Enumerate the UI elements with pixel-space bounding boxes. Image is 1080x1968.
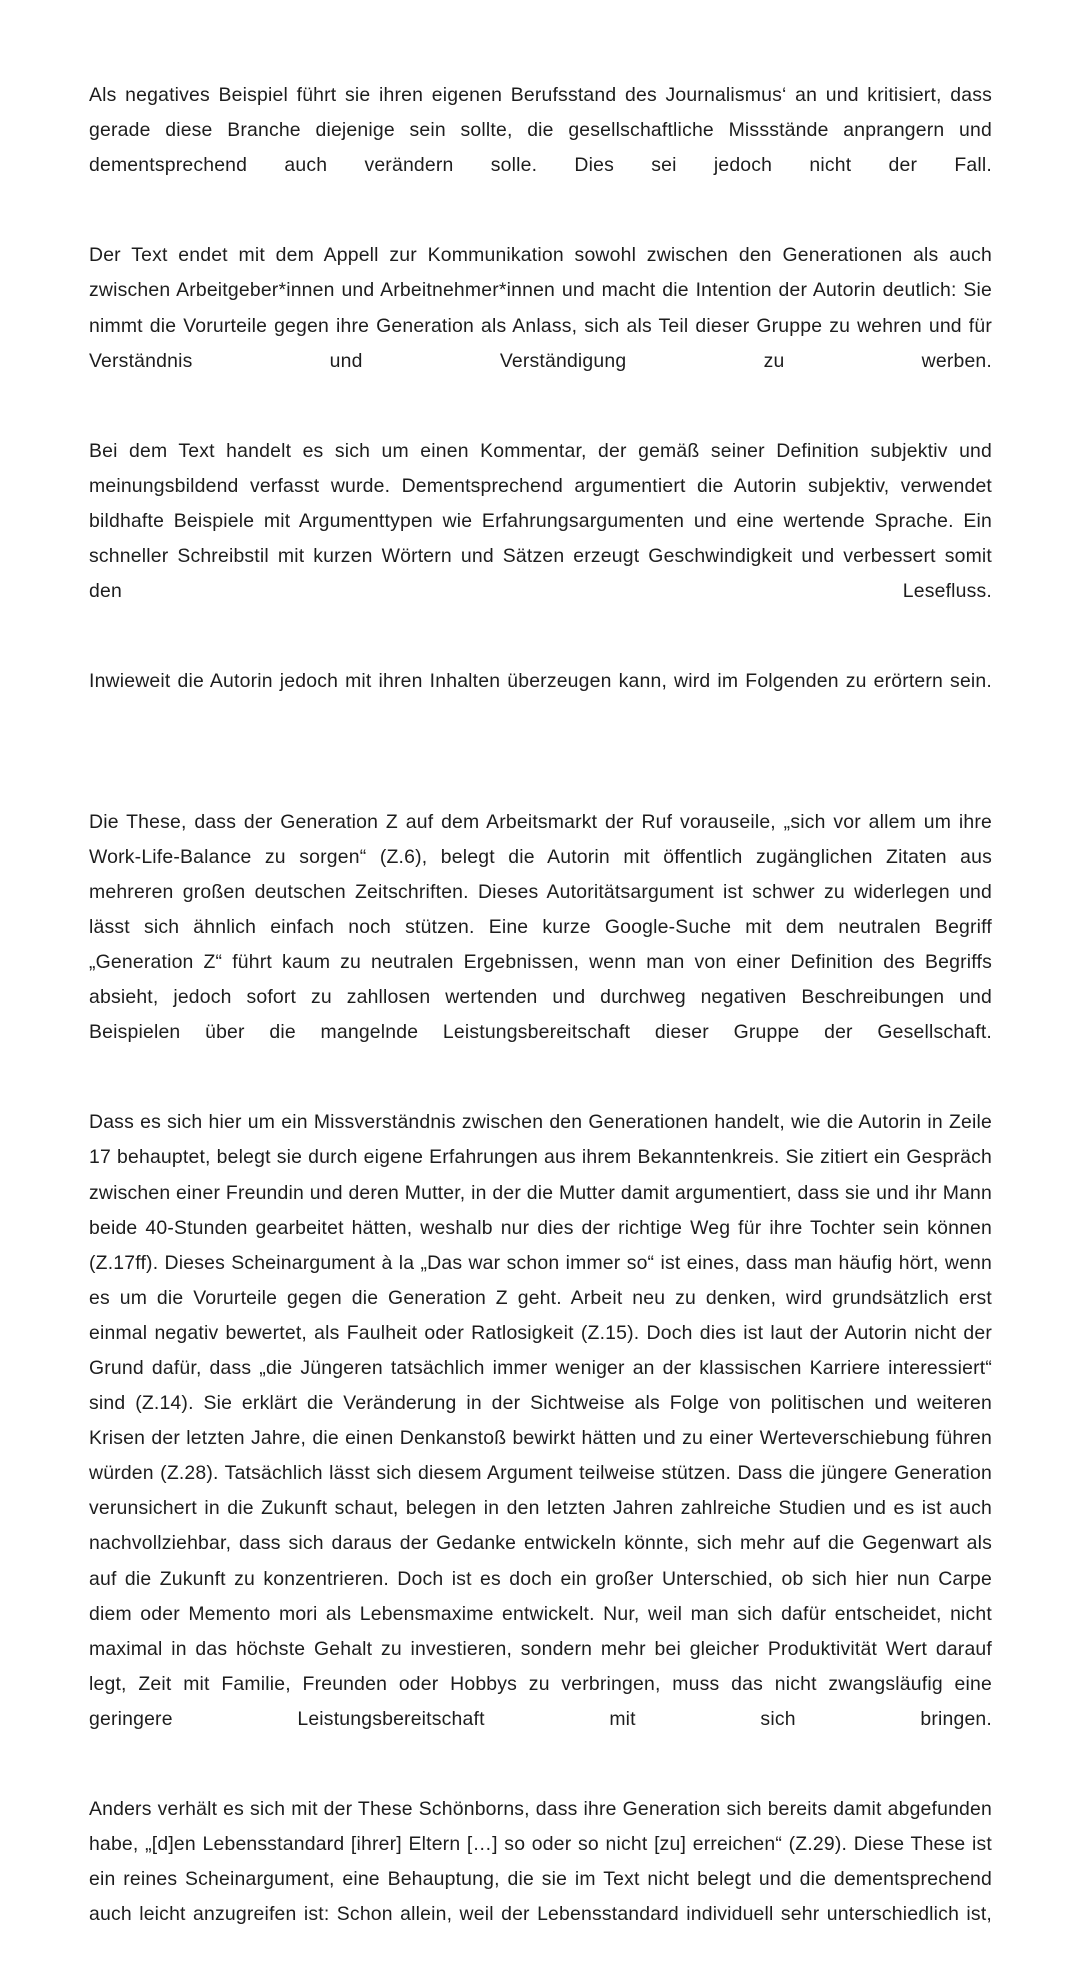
text-column bbox=[89, 78, 992, 1968]
section-separator bbox=[89, 735, 992, 805]
paragraph: Anders verhält es sich mit der These Schönborns, dass ihre Generation sich bereits damit abgefunden habe, „[d]en Lebensstandard [ihrer] Eltern […] so oder so nicht [zu] erreichen“ (Z.29). Diese These ist ein reines Scheinargument, eine Behauptung, die sie im Text nicht belegt und die dementsprechend auch leicht anzugreifen ist: Schon allein, weil der Lebensstandard individuell sehr unterschiedlich ist, bbox=[89, 1798, 992, 1926]
paragraph: Die These, dass der Generation Z auf dem Arbeitsmarkt der Ruf vorauseile, „sich vor allem um ihre Work-Life-Balance zu sorgen“ (Z.6), belegt die Autorin mit öffentlich zugänglichen Zitaten aus mehreren großen deutschen Zeitschriften. Dieses Autoritätsargument ist schwer zu widerlegen und lässt sich ähnlich einfach noch stützen. Eine kurze Google-Suche mit dem neutralen Begriff „Generation Z“ führt kaum zu neutralen Ergebnissen, wenn man von einer Definition des Begriffs absieht, jedoch sofort zu zahllosen wertenden und durchweg negativen Beschreibungen und Beispielen über die mangelnde Leistungsbereitschaft dieser Gruppe der Gesellschaft. bbox=[89, 810, 992, 1044]
paragraph: Bei dem Text handelt es sich um einen Kommentar, der gemäß seiner Definition subjektiv und meinungsbildend verfasst wurde. Dementsprechend argumentiert die Autorin subjektiv, verwendet bildhafte Beispiele mit Argumenttypen wie Erfahrungsargumenten und eine wertende Sprache. Ein schneller Schreibstil mit kurzen Wörtern und Sätzen erzeugt Geschwindigkeit und verbessert somit den Lesefluss. bbox=[89, 439, 992, 603]
paragraph: Dass es sich hier um ein Missverständnis zwischen den Generationen handelt, wie die Autorin in Zeile 17 behauptet, belegt sie durch eigene Erfahrungen aus ihrem Bekanntenkreis. Sie zitiert ein Gespräch zwischen einer Freundin und deren Mutter, in der die Mutter damit argumentiert, dass sie und ihr Mann beide 40-Stunden gearbeitet hätten, weshalb nur dies der richtige Weg für ihre Tochter sein können (Z.17ff). Dieses Scheinargument à la „Das war schon immer so“ ist eines, dass man häufig hört, wenn es um die Vorurteile gegen die Generation Z geht. Arbeit neu zu denken, wird grundsätzlich erst einmal negativ bewertet, als Faulheit oder Ratlosigkeit (Z.15). Doch dies ist laut der Autorin nicht der Grund dafür, dass „die Jüngeren tatsächlich immer weniger an der klassischen Karriere interessiert“ sind (Z.14). Sie erklärt die Veränderung in der Sichtweise als Folge von politischen und weiteren Krisen der letzten Jahre, die einen Denkanstoß bewirkt hätten und zu einer Werteverschiebung führen würden (Z.28). Tatsächlich lässt sich diesem Argument teilweise stützen. Dass die jüngere Generation verunsichert in die Zukunft schaut, belegen in den letzten Jahren zahlreiche Studien und es ist auch nachvollziehbar, dass sich daraus der Gedanke entwickeln könnte, sich mehr auf die Gegenwart als auf die Zukunft zu konzentrieren. Doch ist es doch ein großer Unterschied, ob sich hier nun Carpe diem oder Memento mori als Lebensmaxime entwickelt. Nur, weil man sich dafür entscheidet, nicht maximal in das höchste Gehalt zu investieren, sondern mehr bei gleicher Produktivität Wert darauf legt, Zeit mit Familie, Freunden oder Hobbys zu verbringen, muss das nicht zwangsläufig eine geringere Leistungsbereitschaft mit sich bringen. bbox=[89, 1111, 992, 1730]
section-eroerterung bbox=[89, 805, 992, 1968]
paragraph: Als negatives Beispiel führt sie ihren eigenen Berufsstand des Journalismus‘ an und kritisiert, dass gerade diese Branche diejenige sein sollte, die gesellschaftliche Missstände anprangern und dementsprechend auch verändern solle. Dies sei jedoch nicht der Fall. bbox=[89, 84, 992, 177]
paragraph: Inwieweit die Autorin jedoch mit ihren Inhalten überzeugen kann, wird im Folgenden zu erörtern sein. bbox=[89, 670, 992, 693]
section-analysis-conclusion bbox=[89, 78, 992, 735]
paragraph: Der Text endet mit dem Appell zur Kommunikation sowohl zwischen den Generationen als auch zwischen Arbeitgeber*innen und Arbeitnehmer*innen und macht die Intention der Autorin deutlich: Sie nimmt die Vorurteile gegen ihre Generation als Anlass, sich als Teil dieser Gruppe zu wehren und für Verständnis und Verständigung zu werben. bbox=[89, 244, 992, 372]
